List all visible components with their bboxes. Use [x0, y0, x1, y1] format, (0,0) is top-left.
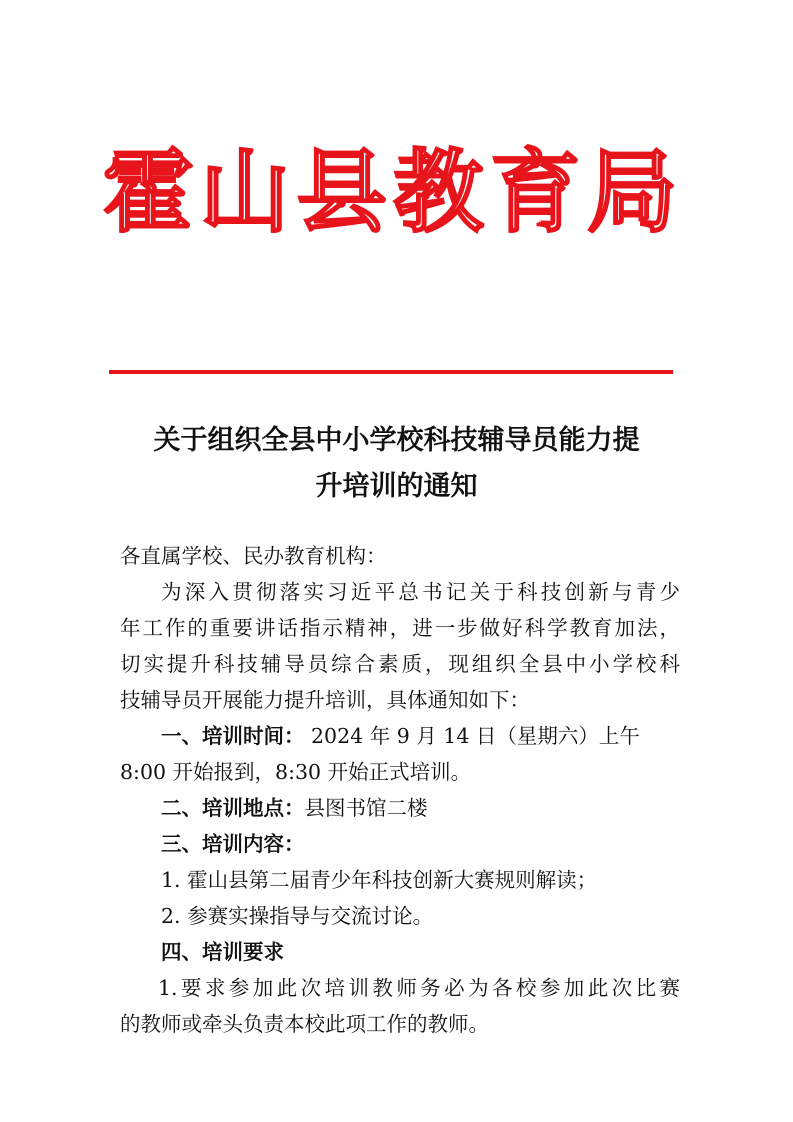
notice-title — [100, 418, 693, 510]
masthead-char: 县 — [296, 139, 387, 245]
section-3-item: 2. 参赛实操指导与交流讨论。 — [161, 904, 434, 928]
intro-line: 切实提升科技辅导员综合素质，现组织全县中小学校科 — [120, 652, 680, 676]
section-4 — [120, 934, 680, 970]
section-1-continuation: 8:00 开始报到，8:30 开始正式培训。 — [120, 760, 472, 784]
section-3 — [120, 826, 680, 862]
section-3-item: 1. 霍山县第二届青少年科技创新大赛规则解读； — [161, 868, 598, 892]
section-3-heading: 三、培训内容： — [161, 832, 305, 856]
salutation: 各直属学校、民办教育机构： — [120, 544, 387, 568]
masthead-char: 局 — [586, 139, 677, 245]
masthead-char: 山 — [199, 139, 290, 245]
notice-body — [120, 538, 680, 1042]
masthead-char: 教 — [393, 139, 484, 245]
section-4-heading: 四、培训要求 — [161, 940, 284, 964]
section-2-heading: 二、培训地点： — [161, 796, 305, 820]
masthead-char: 育 — [490, 139, 581, 245]
intro-line: 为深入贯彻落实习近平总书记关于科技创新与青少 — [161, 580, 680, 604]
title-line-1: 关于组织全县中小学校科技辅导员能力提 — [153, 425, 640, 456]
red-divider — [109, 370, 673, 374]
masthead-title — [100, 140, 680, 244]
intro-line: 年工作的重要讲话指示精神，进一步做好科学教育加法， — [120, 616, 680, 640]
section-1 — [120, 718, 680, 754]
masthead-char: 霍 — [103, 139, 193, 245]
requirement-line: 1.要求参加此次培训教师务必为各校参加此次比赛 — [158, 976, 680, 1000]
title-line-2: 升培训的通知 — [315, 471, 478, 502]
intro-line: 技辅导员开展能力提升培训，具体通知如下： — [120, 688, 530, 712]
section-2-text: 县图书馆二楼 — [304, 796, 428, 820]
section-1-heading: 一、培训时间： — [161, 724, 305, 748]
requirement-line: 的教师或牵头负责本校此项工作的教师。 — [120, 1012, 489, 1036]
section-1-text: 2024 年 9 月 14 日（星期六）上午 — [304, 724, 640, 748]
section-2 — [120, 790, 680, 826]
